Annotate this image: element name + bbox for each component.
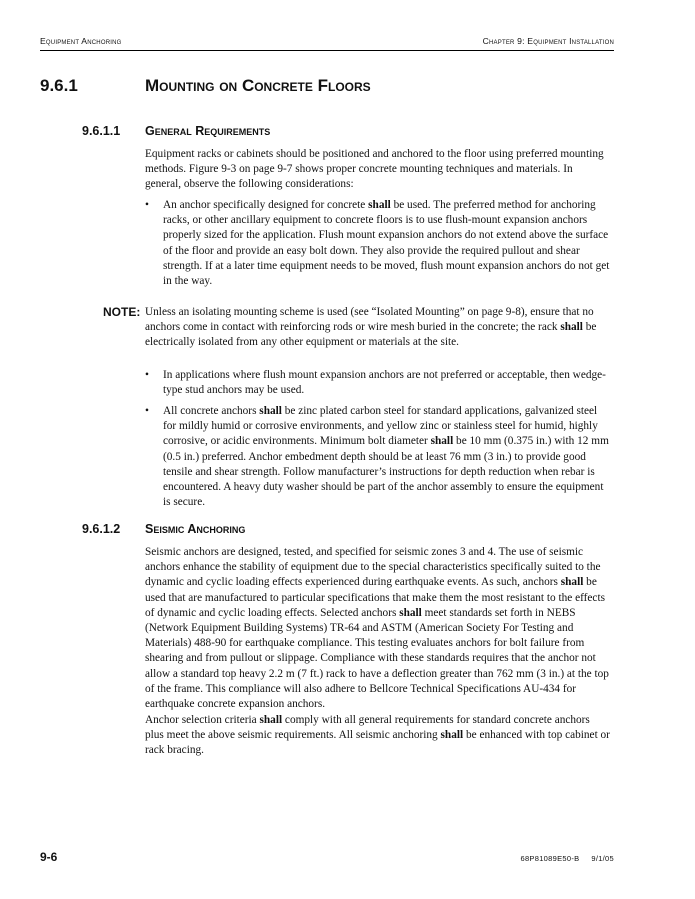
section-title: Mounting on Concrete Floors [145, 76, 371, 95]
bullet-icon: • [145, 199, 149, 211]
running-header-right: Chapter 9: Equipment Installation [482, 36, 614, 46]
bullet-text: In applications where flush mount expansion anchors are not preferred or acceptable, then wedge-type stud anchors may be used. [163, 369, 606, 397]
note-paragraph: Unless an isolating mounting scheme is used (see “Isolated Mounting” on page 9-8), ensure that no anchors come in contact with reinforcing rods or wire mesh buried in the concrete; the rack shall be electrically isolated from any other equipment or materials at the site. [145, 306, 597, 349]
bullet-text: An anchor specifically designed for concrete shall be used. The preferred method for anchoring racks, or other ancillary equipment to concrete floors is to use flush-mount expansion anchors properly sized for the application. Flush mount expansion anchors do not extend above the surface of the floor and provide an easy bolt down. They also provide the required pullout and shear strength. If at a later time equipment needs to be moved, flush mount expansion anchors do not get in the way. [163, 199, 610, 288]
seismic-paragraph-2: Anchor selection criteria shall comply with all general requirements for standard concrete anchors plus meet the above seismic requirements. All seismic anchoring shall be enhanced with top cabinet or rack bracing. [145, 714, 610, 757]
running-header [40, 36, 614, 46]
seismic-paragraph-1: Seismic anchors are designed, tested, and specified for seismic zones 3 and 4. The use of seismic anchors enhance the stability of equipment due to the special characteristics specifically suited to the dynamic and cyclic loading effects experienced during earthquake events. As such, anchors shall be used that are manufactured to particular specifications that make them the most resistant to the effects of dynamic and cyclic loading effects. Selected anchors shall meet standards set forth in NEBS (Network Equipment Building Systems) TR-64 and ASTM (American Society For Testing and Materials) 488-90 for earthquake compliance. This testing evaluates anchors for bolt failure from shearing and from pullout or slippage. Compliance with these standards requires that the anchor not allow a standard top heavy 2.2 m (7 ft.) rack to have a deflection greater than 762 mm (3 in.) at the top of the frame. This compliance will also adhere to Bellcore Technical Specifications AU-434 for earthquake concrete expansion anchors. [145, 546, 609, 711]
bullet-item [145, 368, 611, 398]
bullet-item [145, 404, 611, 510]
subsection-title: Seismic Anchoring [145, 522, 246, 536]
note-label: NOTE: [103, 305, 141, 319]
subsection-title: General Requirements [145, 124, 271, 138]
general-intro-paragraph: Equipment racks or cabinets should be positioned and anchored to the floor using preferred mounting methods. Figure 9-3 on page 9-7 shows proper concrete mounting techniques and materials. In general, observe the following considerations: [145, 148, 604, 191]
subsection-number: 9.6.1.2 [82, 522, 121, 536]
section-number: 9.6.1 [40, 76, 78, 95]
subsection-number: 9.6.1.1 [82, 124, 121, 138]
bullet-text: All concrete anchors shall be zinc plated carbon steel for standard applications, galvanized steel for mildly humid or corrosive environments, and yellow zinc or stainless steel for humid, highly corrosive, or acidic environments. Minimum bolt diameter shall be 10 mm (0.375 in.) with 12 mm (0.5 in.) preferred. Anchor embedment depth should be at least 76 mm (3 in.) to provide good tensile and shear strength. Follow manufacturer’s instructions for depth reduction when rebar is encountered. A heavy duty washer should be part of the anchor assembly to ensure the equipment is secure. [163, 405, 609, 509]
running-header-left: Equipment Anchoring [40, 36, 122, 46]
header-rule [40, 50, 614, 51]
bullet-icon: • [145, 369, 149, 381]
page-footer [40, 850, 614, 864]
bullet-item [145, 198, 611, 289]
document-id: 68P81089E50-B 9/1/05 [520, 854, 614, 863]
page-number: 9-6 [40, 850, 58, 864]
bullet-icon: • [145, 405, 149, 417]
